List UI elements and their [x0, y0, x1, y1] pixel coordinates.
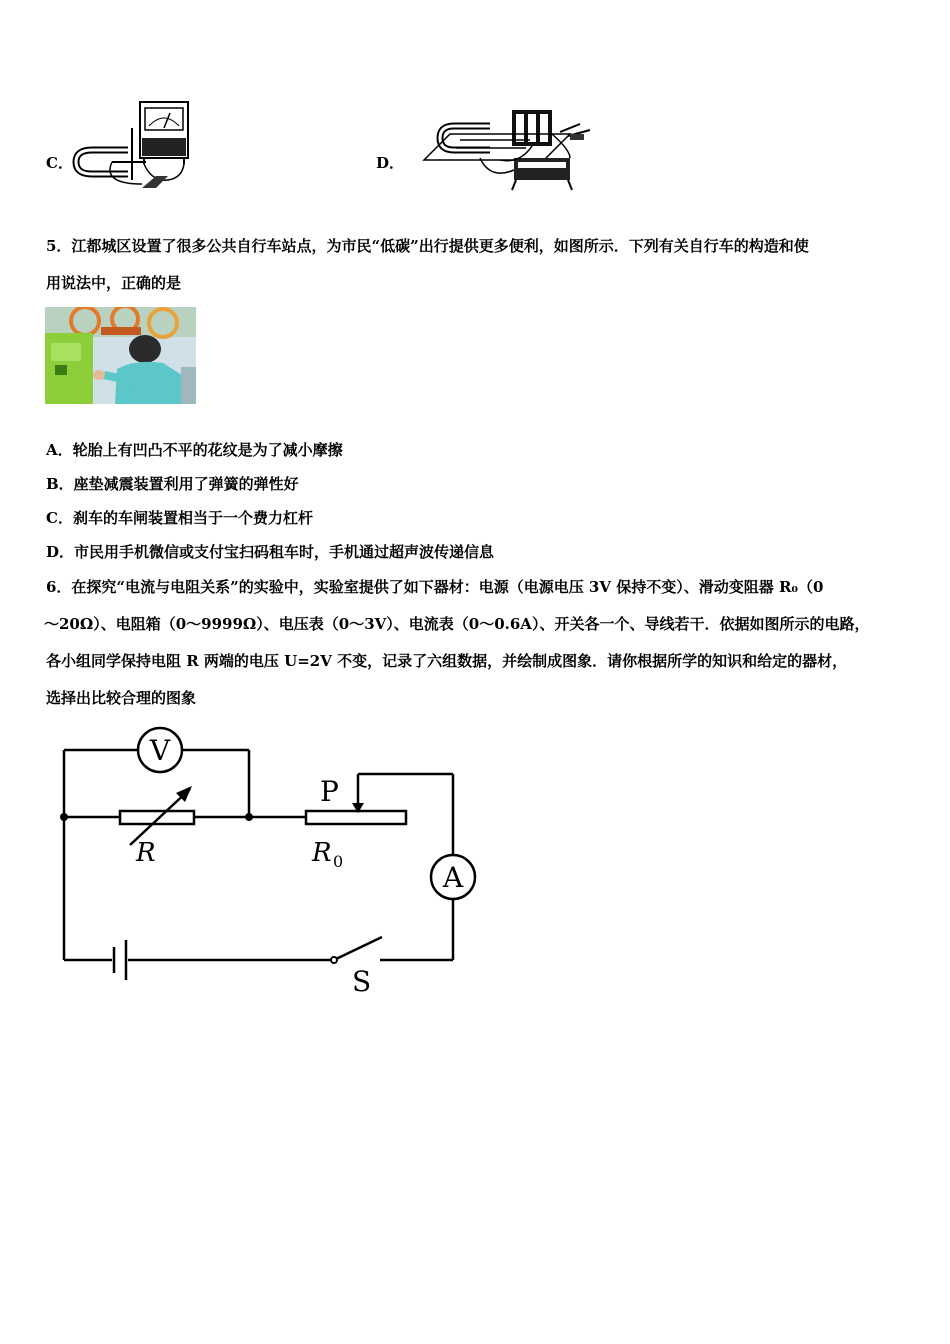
junction-dot-left	[60, 813, 68, 821]
switch-lever	[336, 937, 382, 959]
question-5-stem-line-1: 5．江都城区设置了很多公共自行车站点，为市民“低碳”出行提供更多便利，如图所示．下列有关自行车的构造和使	[46, 237, 809, 255]
bicycle-station-photo	[45, 307, 196, 404]
resistor-label: R	[136, 838, 156, 868]
option-c-apparatus-image	[72, 98, 196, 192]
rheostat-label: R	[312, 838, 332, 868]
question-5-option-a: A．轮胎上有凹凸不平的花纹是为了减小摩擦	[46, 441, 343, 459]
option-c-label: C．	[46, 154, 73, 172]
rheostat-symbol	[306, 811, 406, 824]
junction-dot-right	[245, 813, 253, 821]
question-6-stem-line-3: 各小组同学保持电阻 R 两端的电压 U=2V 不变，记录了六组数据，并绘制成图象．请你根据所学的知识和给定的器材，	[46, 652, 848, 670]
circuit-diagram	[40, 715, 510, 1005]
slider-label: P	[320, 775, 339, 808]
ammeter-label: A	[442, 861, 464, 894]
question-5-stem-line-2: 用说法中，正确的是	[46, 274, 182, 292]
question-6-stem-line-4: 选择出比较合理的图象	[46, 689, 197, 707]
question-6-stem-line-1: 6．在探究“电流与电阻关系”的实验中，实验室提供了如下器材：电源（电源电压 3V 保持不变）、滑动变阻器 R₀（0	[46, 578, 824, 596]
question-5-option-d: D．市民用手机微信或支付宝扫码租车时，手机通过超声波传递信息	[46, 543, 495, 561]
question-6-stem-line-2: ～20Ω）、电阻箱（0～9999Ω）、电压表（0～3V）、电流表（0～0.6A）、开关各一个、导线若干．依据如图所示的电路，	[44, 615, 870, 633]
question-5-option-b: B．座垫减震装置利用了弹簧的弹性好	[46, 475, 299, 493]
question-5-option-c: C．刹车的车闸装置相当于一个费力杠杆	[46, 509, 313, 527]
resistor-box-symbol	[120, 811, 194, 824]
option-d-apparatus-image	[420, 104, 596, 194]
switch-label: S	[352, 965, 372, 998]
voltmeter-label: V	[149, 734, 171, 767]
option-d-label: D．	[376, 154, 405, 172]
rheostat-subscript: 0	[333, 852, 344, 871]
